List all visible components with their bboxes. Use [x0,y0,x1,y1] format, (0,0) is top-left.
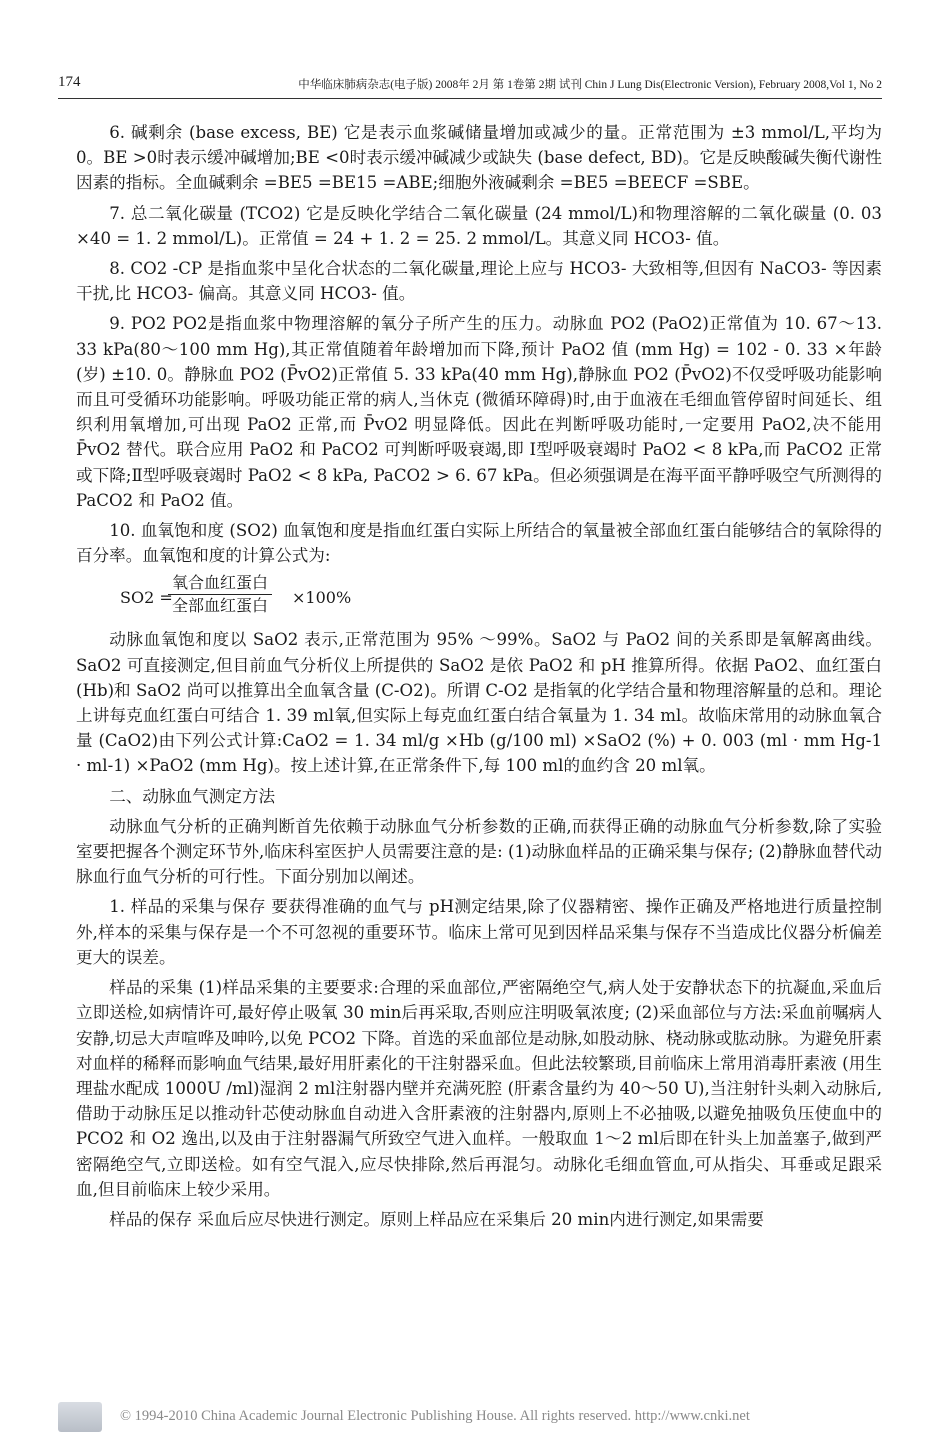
formula-lhs: SO2 = [120,588,173,608]
paragraph-sample-collection-storage: 1. 样品的采集与保存 要获得准确的血气与 pH测定结果,除了仪器精密、操作正确及严格地进行质量控制外,样本的采集与保存是一个不可忽视的重要环节。临床上常可见到因样品采集与保存不当造成比仪器分析偏差更大的误差。 [76,897,882,967]
paragraph-base-excess: 6. 碱剩余 (base excess, BE) 它是表示血浆碱储量增加或减少的量。正常范围为 ±3 mmol/L,平均为 0。BE >0时表示缓冲碱增加;BE <0时表示缓冲碱减少或缺失 (base defect, BD)。它是反映酸碱失衡代谢性因素的指标。全血碱剩余 =BE5 =BE15 =ABE;细胞外液碱剩余 =BE5 =BEECF =SBE。 [76,123,882,193]
paragraph-sample-storage: 样品的保存 采血后应尽快进行测定。原则上样品应在采集后 20 min内进行测定,如果需要 [109,1209,764,1229]
copyright-text: © 1994-2010 China Academic Journal Electronic Publishing House. All rights reserved. http://www.cnki.net [120,1408,750,1424]
paragraph-po2: 9. PO2 PO2是指血浆中物理溶解的氧分子所产生的压力。动脉血 PO2 (PaO2)正常值为 10. 67～13. 33 kPa(80～100 mm Hg),其正常值随着年龄增加而下降,预计 PaO2 值 (mm Hg) = 102 - 0. 33 ×年龄 (岁) ±10. 0。静脉血 PO2 (P̄vO2)正常值 5. 33 kPa(40 mm Hg),静脉血 PO2 (P̄vO2)不仅受呼吸功能影响而且可受循环功能影响。呼吸功能正常的病人,当休克 (微循环障碍)时,由于血液在毛细血管停留时间延长、组织利用氧增加,可出现 PaO2 正常,而 P̄vO2 明显降低。因此在判断呼吸功能时,一定要用 PaO2,决不能用 P̄vO2 替代。联合应用 PaO2 和 PaCO2 可判断呼吸衰竭,即 Ⅰ型呼吸衰竭时 PaO2 < 8 kPa,而 PaCO2 正常或下降;Ⅱ型呼吸衰竭时 PaO2 < 8 kPa, PaCO2 > 6. 67 kPa。但必须强调是在海平面平静呼吸空气所测得的 PaCO2 和 PaO2 值。 [76,314,882,510]
so2-formula [120,573,882,617]
formula-numerator: 氧合血红蛋白 [168,573,272,595]
paragraph-tco2: 7. 总二氧化碳量 (TCO2) 它是反映化学结合二氧化碳量 (24 mmol/L)和物理溶解的二氧化碳量 (0. 03 ×40 = 1. 2 mmol/L)。正常值 = 24 + 1. 2 = 25. 2 mmol/L。其意义同 HCO3- 值。 [76,203,882,248]
paragraph-sample-collection: 样品的采集 (1)样品采集的主要要求:合理的采血部位,严密隔绝空气,病人处于安静状态下的抗凝血,采血后立即送检,如病情许可,最好停止吸氧 30 min后再采取,否则应注明吸氧浓度; (2)采血部位与方法:采血前嘱病人安静,切忌大声喧哗及呻吟,以免 PCO2 下降。首选的采血部位是动脉,如股动脉、桡动脉或肱动脉。为避免肝素对血样的稀释而影响血气结果,最好用肝素化的干注射器采血。但此法较繁琐,目前临床上常用消毒肝素液 (用生理盐水配成 1000U /ml)湿润 2 ml注射器内壁并充满死腔 (肝素含量约为 40～50 U),当注射针头刺入动脉后,借助于动脉压足以推动针芯使动脉血自动进入含肝素液的注射器内,原则上不必抽吸,以避免抽吸负压使血中的 PCO2 和 O2 逸出,以及由于注射器漏气所致空气进入血样。一般取血 1～2 ml后即在针头上加盖塞子,做到严密隔绝空气,立即送检。如有空气混入,应尽快排除,然后再混匀。动脉化毛细血管血,可从指尖、耳垂或足跟采血,但目前临床上较少采用。 [76,978,882,1199]
paragraph-sao2: 动脉血氧饱和度以 SaO2 表示,正常范围为 95% ～99%。SaO2 与 PaO2 间的关系即是氧解离曲线。SaO2 可直接测定,但目前血气分析仪上所提供的 SaO2 是依 PaO2 和 pH 推算所得。依据 PaO2、血红蛋白 (Hb)和 SaO2 尚可以推算出全血氧含量 (C-O2)。所谓 C-O2 是指氧的化学结合量和物理溶解量的总和。理论上讲每克血红蛋白可结合 1. 39 ml氧,但实际上每克血红蛋白结合氧量为 1. 34 ml。故临床常用的动脉血氧合量 (CaO2)由下列公式计算:CaO2 = 1. 34 ml/g ×Hb (g/100 ml) ×SaO2 (%) + 0. 003 (ml · mm Hg-1 · ml-1) ×PaO2 (mm Hg)。按上述计算,在正常条件下,每 100 ml的血约含 20 ml氧。 [76,630,882,776]
formula-denominator: 全部血红蛋白 [172,596,269,616]
paragraph-co2cp: 8. CO2 -CP 是指血浆中呈化合状态的二氧化碳量,理论上应与 HCO3- 大致相等,但因有 NaCO3- 等因素干扰,比 HCO3- 偏高。其意义同 HCO3- 值。 [76,259,882,304]
header-rule [58,98,882,99]
formula-fraction [168,573,272,616]
section-heading: 二、动脉血气测定方法 [109,786,276,806]
article-body [76,120,882,1237]
journal-citation: 中华临床肺病杂志(电子版) 2008年 2月 第 1卷第 2期 试刊 Chin J Lung Dis(Electronic Version), February 2008,Vol 1, No 2 [298,79,882,91]
page-number: 174 [58,74,81,90]
cnki-logo [58,1402,102,1432]
paragraph-so2: 10. 血氧饱和度 (SO2) 血氧饱和度是指血红蛋白实际上所结合的氧量被全部血红蛋白能够结合的氧除得的百分率。血氧饱和度的计算公式为: [76,521,882,566]
formula-rhs: ×100% [292,588,352,608]
paragraph-intro-methods: 动脉血气分析的正确判断首先依赖于动脉血气分析参数的正确,而获得正确的动脉血气分析参数,除了实验室要把握各个测定环节外,临床科室医护人员需要注意的是: (1)动脉血样品的正确采集与保存; (2)静脉血替代动脉血行血气分析的可行性。下面分别加以阐述。 [76,816,882,887]
page-footer [58,1398,882,1438]
